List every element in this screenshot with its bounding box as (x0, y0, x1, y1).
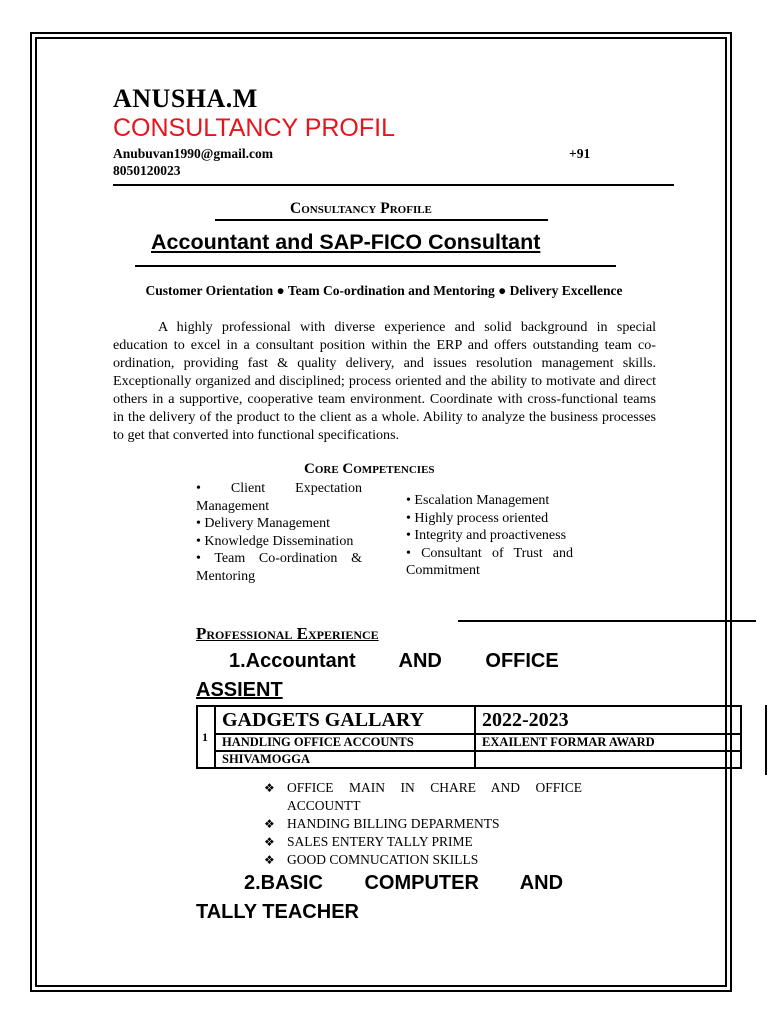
competency-item: • Delivery Management (196, 516, 330, 531)
consultancy-profile-heading: Consultancy Profile (290, 200, 432, 217)
job-title-1: 1.Accountant AND OFFICE (229, 650, 559, 672)
key-strengths: Customer Orientation ● Team Co-ordination and Mentoring ● Delivery Excellence (145, 283, 623, 298)
headline-rule (135, 265, 616, 267)
job-role: HANDLING OFFICE ACCOUNTS (215, 734, 475, 751)
competency-item: • Client Expectation Management (196, 481, 362, 514)
header-rule (113, 184, 674, 186)
professional-headline: Accountant and SAP-FICO Consultant (151, 230, 541, 254)
competency-item: • Knowledge Dissemination (196, 533, 354, 549)
award: EXAILENT FORMAR AWARD (475, 734, 741, 751)
job-title-2-continued: TALLY TEACHER (196, 901, 359, 923)
duty-item: ❖ SALES ENTERY TALLY PRIME (262, 833, 582, 851)
competency-item: • Team Co-ordination & Mentoring (196, 551, 362, 584)
email-address: Anubuvan1990@gmail.com (113, 146, 273, 161)
employment-years: 2022-2023 (475, 706, 741, 734)
competency-item: • Escalation Management (406, 493, 550, 508)
job-location: SHIVAMOGGA (215, 751, 475, 768)
candidate-name: ANUSHA.M (113, 84, 258, 113)
professional-experience-heading: Professional Experience (196, 624, 379, 643)
competency-item: • Highly process oriented (406, 510, 549, 526)
profile-heading-rule (215, 219, 548, 221)
duty-item: ❖ GOOD COMNUCATION SKILLS (262, 851, 582, 869)
duty-item: ❖ HANDING BILLING DEPARMENTS (262, 815, 582, 833)
experience-rule (458, 620, 756, 622)
job-title-2: 2.BASIC COMPUTER AND (244, 872, 564, 894)
empty-cell (475, 751, 741, 768)
resume-subtitle: CONSULTANCY PROFIL (113, 114, 395, 142)
job-details-table (196, 705, 742, 769)
competency-item: • Consultant of Trust and Commitment (406, 545, 573, 578)
phone-prefix: +91 (569, 146, 591, 161)
phone-number: 8050120023 (113, 163, 181, 178)
profile-summary: A highly professional with diverse experience and solid background in special education to excel in a consultant position within the ERP and offers outstanding team co-ordination, providing fast & quality delivery, and issues resolution management skills. Exceptionally organized and disciplined; process oriented and the ability to motivate and direct others in a supportive, cooperative team environment. Coordinate with cross-functional teams in the delivery of the product to the client as a whole. Ability to analyze the business processes to get that converted into functional specifications. (113, 319, 656, 443)
core-competencies-heading: Core Competencies (304, 461, 435, 477)
duty-item: ❖ OFFICE MAIN IN CHARE AND OFFICE ACCOUNTT (262, 779, 582, 815)
job-title-1-continued: ASSIENT (196, 679, 283, 701)
job-row-number: 1 (197, 706, 215, 768)
page-edge-mark (765, 705, 767, 775)
competencies-left-column (196, 480, 362, 585)
competencies-right-column (406, 492, 573, 580)
competency-item: • Integrity and proactiveness (406, 528, 567, 543)
company-name: GADGETS GALLARY (215, 706, 475, 734)
job-duties-list (262, 779, 582, 869)
